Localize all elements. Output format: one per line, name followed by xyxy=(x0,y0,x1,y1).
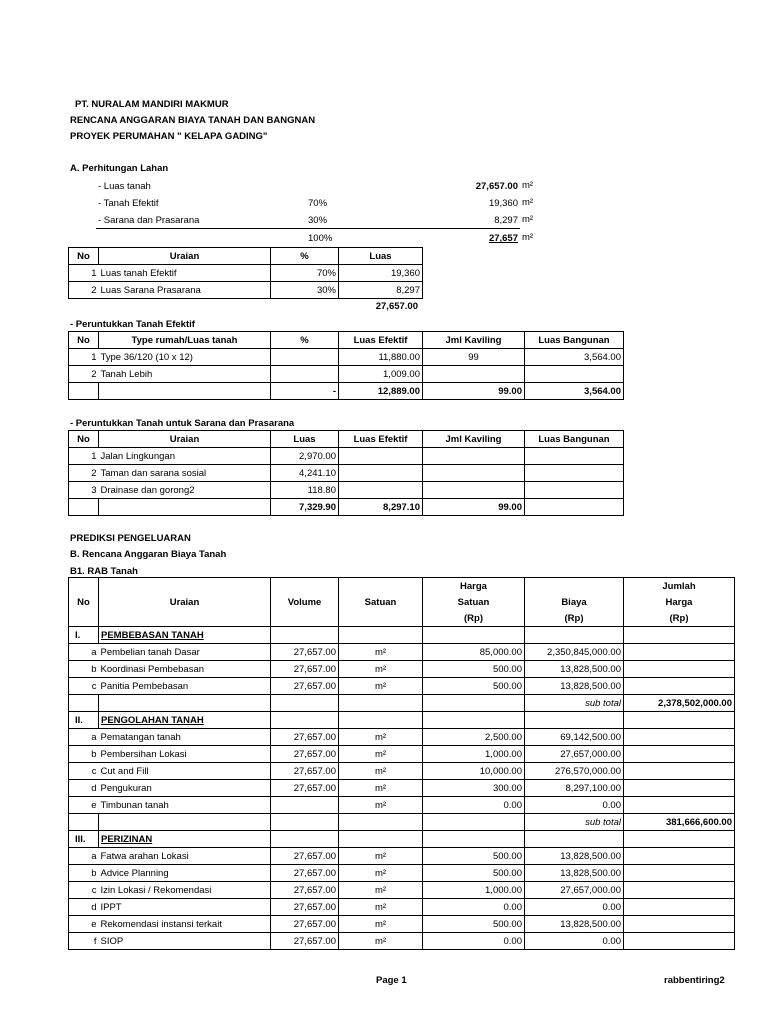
col-header: Luas Efektif xyxy=(339,332,423,349)
cell: b xyxy=(69,661,99,678)
rab-header-row xyxy=(69,578,735,595)
cell xyxy=(99,383,271,400)
cell xyxy=(99,814,271,831)
cell: 1 xyxy=(69,265,99,282)
cell xyxy=(525,448,624,465)
cell xyxy=(339,695,423,712)
cell xyxy=(624,882,735,899)
col-header: Jml Kaviling xyxy=(423,332,525,349)
cell xyxy=(624,848,735,865)
land-line-value: 19,360 xyxy=(488,198,518,209)
page-number: Page 1 xyxy=(376,975,407,986)
cell: 500.00 xyxy=(423,661,525,678)
cell: a xyxy=(69,848,99,865)
cell: m² xyxy=(339,899,423,916)
peruntukkan-table xyxy=(68,331,624,400)
col-header: Luas xyxy=(339,248,423,265)
cell xyxy=(624,865,735,882)
cell: m² xyxy=(339,916,423,933)
document-title: RENCANA ANGGARAN BIAYA TANAH DAN BANGNAN xyxy=(70,115,316,126)
cell xyxy=(624,729,735,746)
cell: 70% xyxy=(271,265,339,282)
cell: 27,657.00 xyxy=(271,729,339,746)
rab-section-row xyxy=(69,627,735,644)
cell: 99.00 xyxy=(423,383,525,400)
cell: d xyxy=(69,780,99,797)
cell: 99.00 xyxy=(423,499,525,516)
cell xyxy=(339,465,423,482)
cell: Luas Sarana Prasarana xyxy=(99,282,271,299)
col-header: Volume xyxy=(271,594,339,610)
cell xyxy=(339,831,423,848)
table-row xyxy=(69,899,735,916)
cell: 500.00 xyxy=(423,678,525,695)
cell: 27,657,000.00 xyxy=(525,746,624,763)
cell xyxy=(339,627,423,644)
cell xyxy=(339,482,423,499)
cell xyxy=(525,499,624,516)
col-header: Harga xyxy=(423,578,525,595)
cell: Koordinasi Pembebasan xyxy=(99,661,271,678)
cell xyxy=(624,746,735,763)
peruntukkan-title: - Peruntukkan Tanah Efektif xyxy=(70,319,195,330)
table-row xyxy=(69,763,735,780)
cell xyxy=(339,712,423,729)
cell xyxy=(624,678,735,695)
cell: Pembersihan Lokasi xyxy=(99,746,271,763)
cell: 1,000.00 xyxy=(423,882,525,899)
land-line-pct: 70% xyxy=(308,198,328,209)
cell: - xyxy=(271,383,339,400)
cell xyxy=(271,831,339,848)
table-row xyxy=(69,933,735,950)
col-header: (Rp) xyxy=(525,610,624,627)
col-header: Luas xyxy=(271,431,339,448)
land-line-unit: m² xyxy=(522,214,534,225)
cell: 27,657.00 xyxy=(271,746,339,763)
cell xyxy=(69,695,99,712)
table-row xyxy=(69,366,624,383)
cell: a xyxy=(69,644,99,661)
rab-section-row xyxy=(69,712,735,729)
cell: Luas tanah Efektif xyxy=(99,265,271,282)
cell xyxy=(271,366,339,383)
subtotal-row xyxy=(69,814,735,831)
sarana-table xyxy=(68,430,624,516)
prediksi-subtitle: B. Rencana Anggaran Biaya Tanah xyxy=(70,549,227,560)
cell xyxy=(423,627,525,644)
table-row xyxy=(69,780,735,797)
cell xyxy=(99,695,271,712)
cell: 3,564.00 xyxy=(525,349,624,366)
rab-header-row xyxy=(69,610,735,627)
cell: 0.00 xyxy=(525,899,624,916)
cell: a xyxy=(69,729,99,746)
project-name: PROYEK PERUMAHAN " KELAPA GADING" xyxy=(70,131,268,142)
cell: Pengukuran xyxy=(99,780,271,797)
cell xyxy=(525,482,624,499)
cell: 27,657.00 xyxy=(271,899,339,916)
cell: 3,564.00 xyxy=(525,383,624,400)
table-header-row xyxy=(69,431,624,448)
col-header: Type rumah/Luas tanah xyxy=(99,332,271,349)
section-number: I. xyxy=(69,627,99,644)
cell: m² xyxy=(339,797,423,814)
cell: 300.00 xyxy=(423,780,525,797)
cell: 13,828,500.00 xyxy=(525,865,624,882)
col-header: No xyxy=(69,332,99,349)
table-row xyxy=(69,678,735,695)
cell: Pematangan tanah xyxy=(99,729,271,746)
table-row xyxy=(69,661,735,678)
cell: Drainase dan gorong2 xyxy=(99,482,271,499)
subtotal-value: 381,666,600.00 xyxy=(624,814,735,831)
cell xyxy=(69,814,99,831)
land-line-label: - Luas tanah xyxy=(98,181,151,192)
cell: b xyxy=(69,746,99,763)
cell xyxy=(624,627,735,644)
cell: 11,880.00 xyxy=(339,349,423,366)
cell: 8,297,100.00 xyxy=(525,780,624,797)
cell: Type 36/120 (10 x 12) xyxy=(99,349,271,366)
table-row xyxy=(69,482,624,499)
section-number: II. xyxy=(69,712,99,729)
cell xyxy=(271,712,339,729)
cell: 4,241.10 xyxy=(271,465,339,482)
cell: 99 xyxy=(423,349,525,366)
cell: 1,009.00 xyxy=(339,366,423,383)
cell: 27,657,000.00 xyxy=(525,882,624,899)
cell: 118.80 xyxy=(271,482,339,499)
rab-section-row xyxy=(69,831,735,848)
cell xyxy=(624,763,735,780)
cell xyxy=(624,933,735,950)
cell xyxy=(423,465,525,482)
cell: Pembelian tanah Dasar xyxy=(99,644,271,661)
col-header: Luas Bangunan xyxy=(525,431,624,448)
col-header: Uraian xyxy=(99,248,271,265)
cell: m² xyxy=(339,763,423,780)
cell: c xyxy=(69,763,99,780)
cell: m² xyxy=(339,865,423,882)
sum-divider xyxy=(96,228,520,229)
cell: 2,970.00 xyxy=(271,448,339,465)
cell: 85,000.00 xyxy=(423,644,525,661)
section-number: III. xyxy=(69,831,99,848)
cell xyxy=(339,448,423,465)
cell: m² xyxy=(339,678,423,695)
cell: 1,000.00 xyxy=(423,746,525,763)
table-row xyxy=(69,644,735,661)
cell xyxy=(271,349,339,366)
col-header: No xyxy=(69,594,99,610)
cell: 1 xyxy=(69,448,99,465)
cell: 27,657.00 xyxy=(271,661,339,678)
rab-table xyxy=(68,577,735,950)
cell: m² xyxy=(339,661,423,678)
prediksi-title: PREDIKSI PENGELUARAN xyxy=(70,533,191,544)
sarana-title: - Peruntukkan Tanah untuk Sarana dan Prasarana xyxy=(70,418,295,429)
table-header-row xyxy=(69,332,624,349)
cell xyxy=(624,899,735,916)
col-header: (Rp) xyxy=(624,610,735,627)
cell xyxy=(423,814,525,831)
section-a-title: A. Perhitungan Lahan xyxy=(70,163,169,174)
cell: m² xyxy=(339,780,423,797)
col-header: Uraian xyxy=(99,594,271,610)
land-line-pct: 30% xyxy=(308,215,328,226)
land-line-unit: m² xyxy=(522,180,534,191)
table-row xyxy=(69,465,624,482)
cell xyxy=(271,814,339,831)
rab-tanah-title: B1. RAB Tanah xyxy=(70,566,138,577)
cell: 0.00 xyxy=(423,933,525,950)
land-line-label: - Tanah Efektif xyxy=(98,198,159,209)
cell: 8,297 xyxy=(339,282,423,299)
cell: m² xyxy=(339,933,423,950)
cell xyxy=(624,797,735,814)
cell: Tanah Lebih xyxy=(99,366,271,383)
cell xyxy=(423,448,525,465)
col-header: % xyxy=(271,332,339,349)
table-row xyxy=(69,916,735,933)
cell xyxy=(624,780,735,797)
land-line-value: 8,297 xyxy=(494,215,518,226)
cell xyxy=(99,499,271,516)
cell: e xyxy=(69,916,99,933)
table-row xyxy=(69,882,735,899)
cell xyxy=(624,712,735,729)
cell xyxy=(339,814,423,831)
table-total-row xyxy=(69,499,624,516)
land-table xyxy=(68,247,423,299)
land-line-value: 27,657.00 xyxy=(475,181,518,192)
cell: 13,828,500.00 xyxy=(525,661,624,678)
cell: Advice Planning xyxy=(99,865,271,882)
cell xyxy=(525,627,624,644)
col-header: Satuan xyxy=(423,594,525,610)
cell xyxy=(69,383,99,400)
cell xyxy=(271,627,339,644)
cell xyxy=(624,644,735,661)
company-name: PT. NURALAM MANDIRI MAKMUR xyxy=(75,99,229,110)
table-row xyxy=(69,265,423,282)
cell: 500.00 xyxy=(423,865,525,882)
subtotal-row xyxy=(69,695,735,712)
cell: m² xyxy=(339,848,423,865)
section-title: PEMBEBASAN TANAH xyxy=(99,627,271,644)
section-title: PENGOLAHAN TANAH xyxy=(99,712,271,729)
cell: IPPT xyxy=(99,899,271,916)
subtotal-label: sub total xyxy=(525,814,624,831)
cell xyxy=(624,831,735,848)
cell: f xyxy=(69,933,99,950)
col-header: % xyxy=(271,248,339,265)
col-header: Uraian xyxy=(99,431,271,448)
cell: Izin Lokasi / Rekomendasi xyxy=(99,882,271,899)
cell: 27,657.00 xyxy=(271,882,339,899)
land-total-value: 27,657 xyxy=(488,233,518,244)
table-row xyxy=(69,746,735,763)
table-row xyxy=(69,349,624,366)
cell: 27,657.00 xyxy=(271,848,339,865)
cell: m² xyxy=(339,882,423,899)
cell: 2,500.00 xyxy=(423,729,525,746)
cell: 3 xyxy=(69,482,99,499)
cell: 0.00 xyxy=(423,899,525,916)
cell: 2,350,845,000.00 xyxy=(525,644,624,661)
cell: 27,657.00 xyxy=(271,916,339,933)
cell xyxy=(525,831,624,848)
col-header: Luas Bangunan xyxy=(525,332,624,349)
cell: 500.00 xyxy=(423,916,525,933)
cell xyxy=(423,366,525,383)
rab-header-row xyxy=(69,594,735,610)
cell: Timbunan tanah xyxy=(99,797,271,814)
section-title: PERIZINAN xyxy=(99,831,271,848)
cell: 0.00 xyxy=(525,797,624,814)
cell: 2 xyxy=(69,465,99,482)
cell: m² xyxy=(339,644,423,661)
cell: m² xyxy=(339,729,423,746)
table-row xyxy=(69,797,735,814)
cell xyxy=(423,695,525,712)
cell: 69,142,500.00 xyxy=(525,729,624,746)
cell: Taman dan sarana sosial xyxy=(99,465,271,482)
cell xyxy=(69,499,99,516)
cell: Panitia Pembebasan xyxy=(99,678,271,695)
col-header: Luas Efektif xyxy=(339,431,423,448)
cell: Rekomendasi instansi terkait xyxy=(99,916,271,933)
land-total-unit: m² xyxy=(522,232,534,243)
col-header: Harga xyxy=(624,594,735,610)
table-total-row xyxy=(69,383,624,400)
cell xyxy=(271,797,339,814)
cell xyxy=(271,695,339,712)
table-row xyxy=(69,729,735,746)
col-header: Biaya xyxy=(525,594,624,610)
cell: e xyxy=(69,797,99,814)
cell xyxy=(525,366,624,383)
cell: m² xyxy=(339,746,423,763)
cell: 10,000.00 xyxy=(423,763,525,780)
cell: 30% xyxy=(271,282,339,299)
cell xyxy=(423,712,525,729)
cell: 12,889.00 xyxy=(339,383,423,400)
cell: 13,828,500.00 xyxy=(525,848,624,865)
cell xyxy=(624,661,735,678)
cell: 19,360 xyxy=(339,265,423,282)
cell: 27,657.00 xyxy=(271,644,339,661)
cell: 2 xyxy=(69,366,99,383)
table-row xyxy=(69,865,735,882)
col-header: No xyxy=(69,431,99,448)
cell: c xyxy=(69,882,99,899)
cell: 0.00 xyxy=(525,933,624,950)
land-table-total: 27,657.00 xyxy=(375,301,418,312)
table-row xyxy=(69,848,735,865)
cell: 7,329.90 xyxy=(271,499,339,516)
cell: 276,570,000.00 xyxy=(525,763,624,780)
land-line-label: - Sarana dan Prasarana xyxy=(98,215,200,226)
cell xyxy=(423,482,525,499)
sheet-name: rabbentiring2 xyxy=(664,975,725,986)
cell: 27,657.00 xyxy=(271,763,339,780)
table-row xyxy=(69,448,624,465)
col-header: No xyxy=(69,248,99,265)
cell: 13,828,500.00 xyxy=(525,916,624,933)
cell: b xyxy=(69,865,99,882)
col-header: Jumlah xyxy=(624,578,735,595)
col-header: (Rp) xyxy=(423,610,525,627)
cell: 8,297.10 xyxy=(339,499,423,516)
subtotal-label: sub total xyxy=(525,695,624,712)
table-header-row xyxy=(69,248,423,265)
cell xyxy=(525,712,624,729)
land-total-pct: 100% xyxy=(308,233,333,244)
cell: 27,657.00 xyxy=(271,933,339,950)
cell: 27,657.00 xyxy=(271,678,339,695)
col-header: Satuan xyxy=(339,594,423,610)
cell: Cut and Fill xyxy=(99,763,271,780)
cell: 2 xyxy=(69,282,99,299)
cell: 13,828,500.00 xyxy=(525,678,624,695)
cell: Jalan Lingkungan xyxy=(99,448,271,465)
cell: 27,657.00 xyxy=(271,865,339,882)
cell: SIOP xyxy=(99,933,271,950)
cell xyxy=(624,916,735,933)
col-header: Jml Kaviling xyxy=(423,431,525,448)
cell: 1 xyxy=(69,349,99,366)
cell xyxy=(525,465,624,482)
cell xyxy=(423,831,525,848)
cell: 500.00 xyxy=(423,848,525,865)
subtotal-value: 2,378,502,000.00 xyxy=(624,695,735,712)
cell: 0.00 xyxy=(423,797,525,814)
cell: d xyxy=(69,899,99,916)
cell: c xyxy=(69,678,99,695)
cell: Fatwa arahan Lokasi xyxy=(99,848,271,865)
table-row xyxy=(69,282,423,299)
cell: 27,657.00 xyxy=(271,780,339,797)
land-line-unit: m² xyxy=(522,197,534,208)
